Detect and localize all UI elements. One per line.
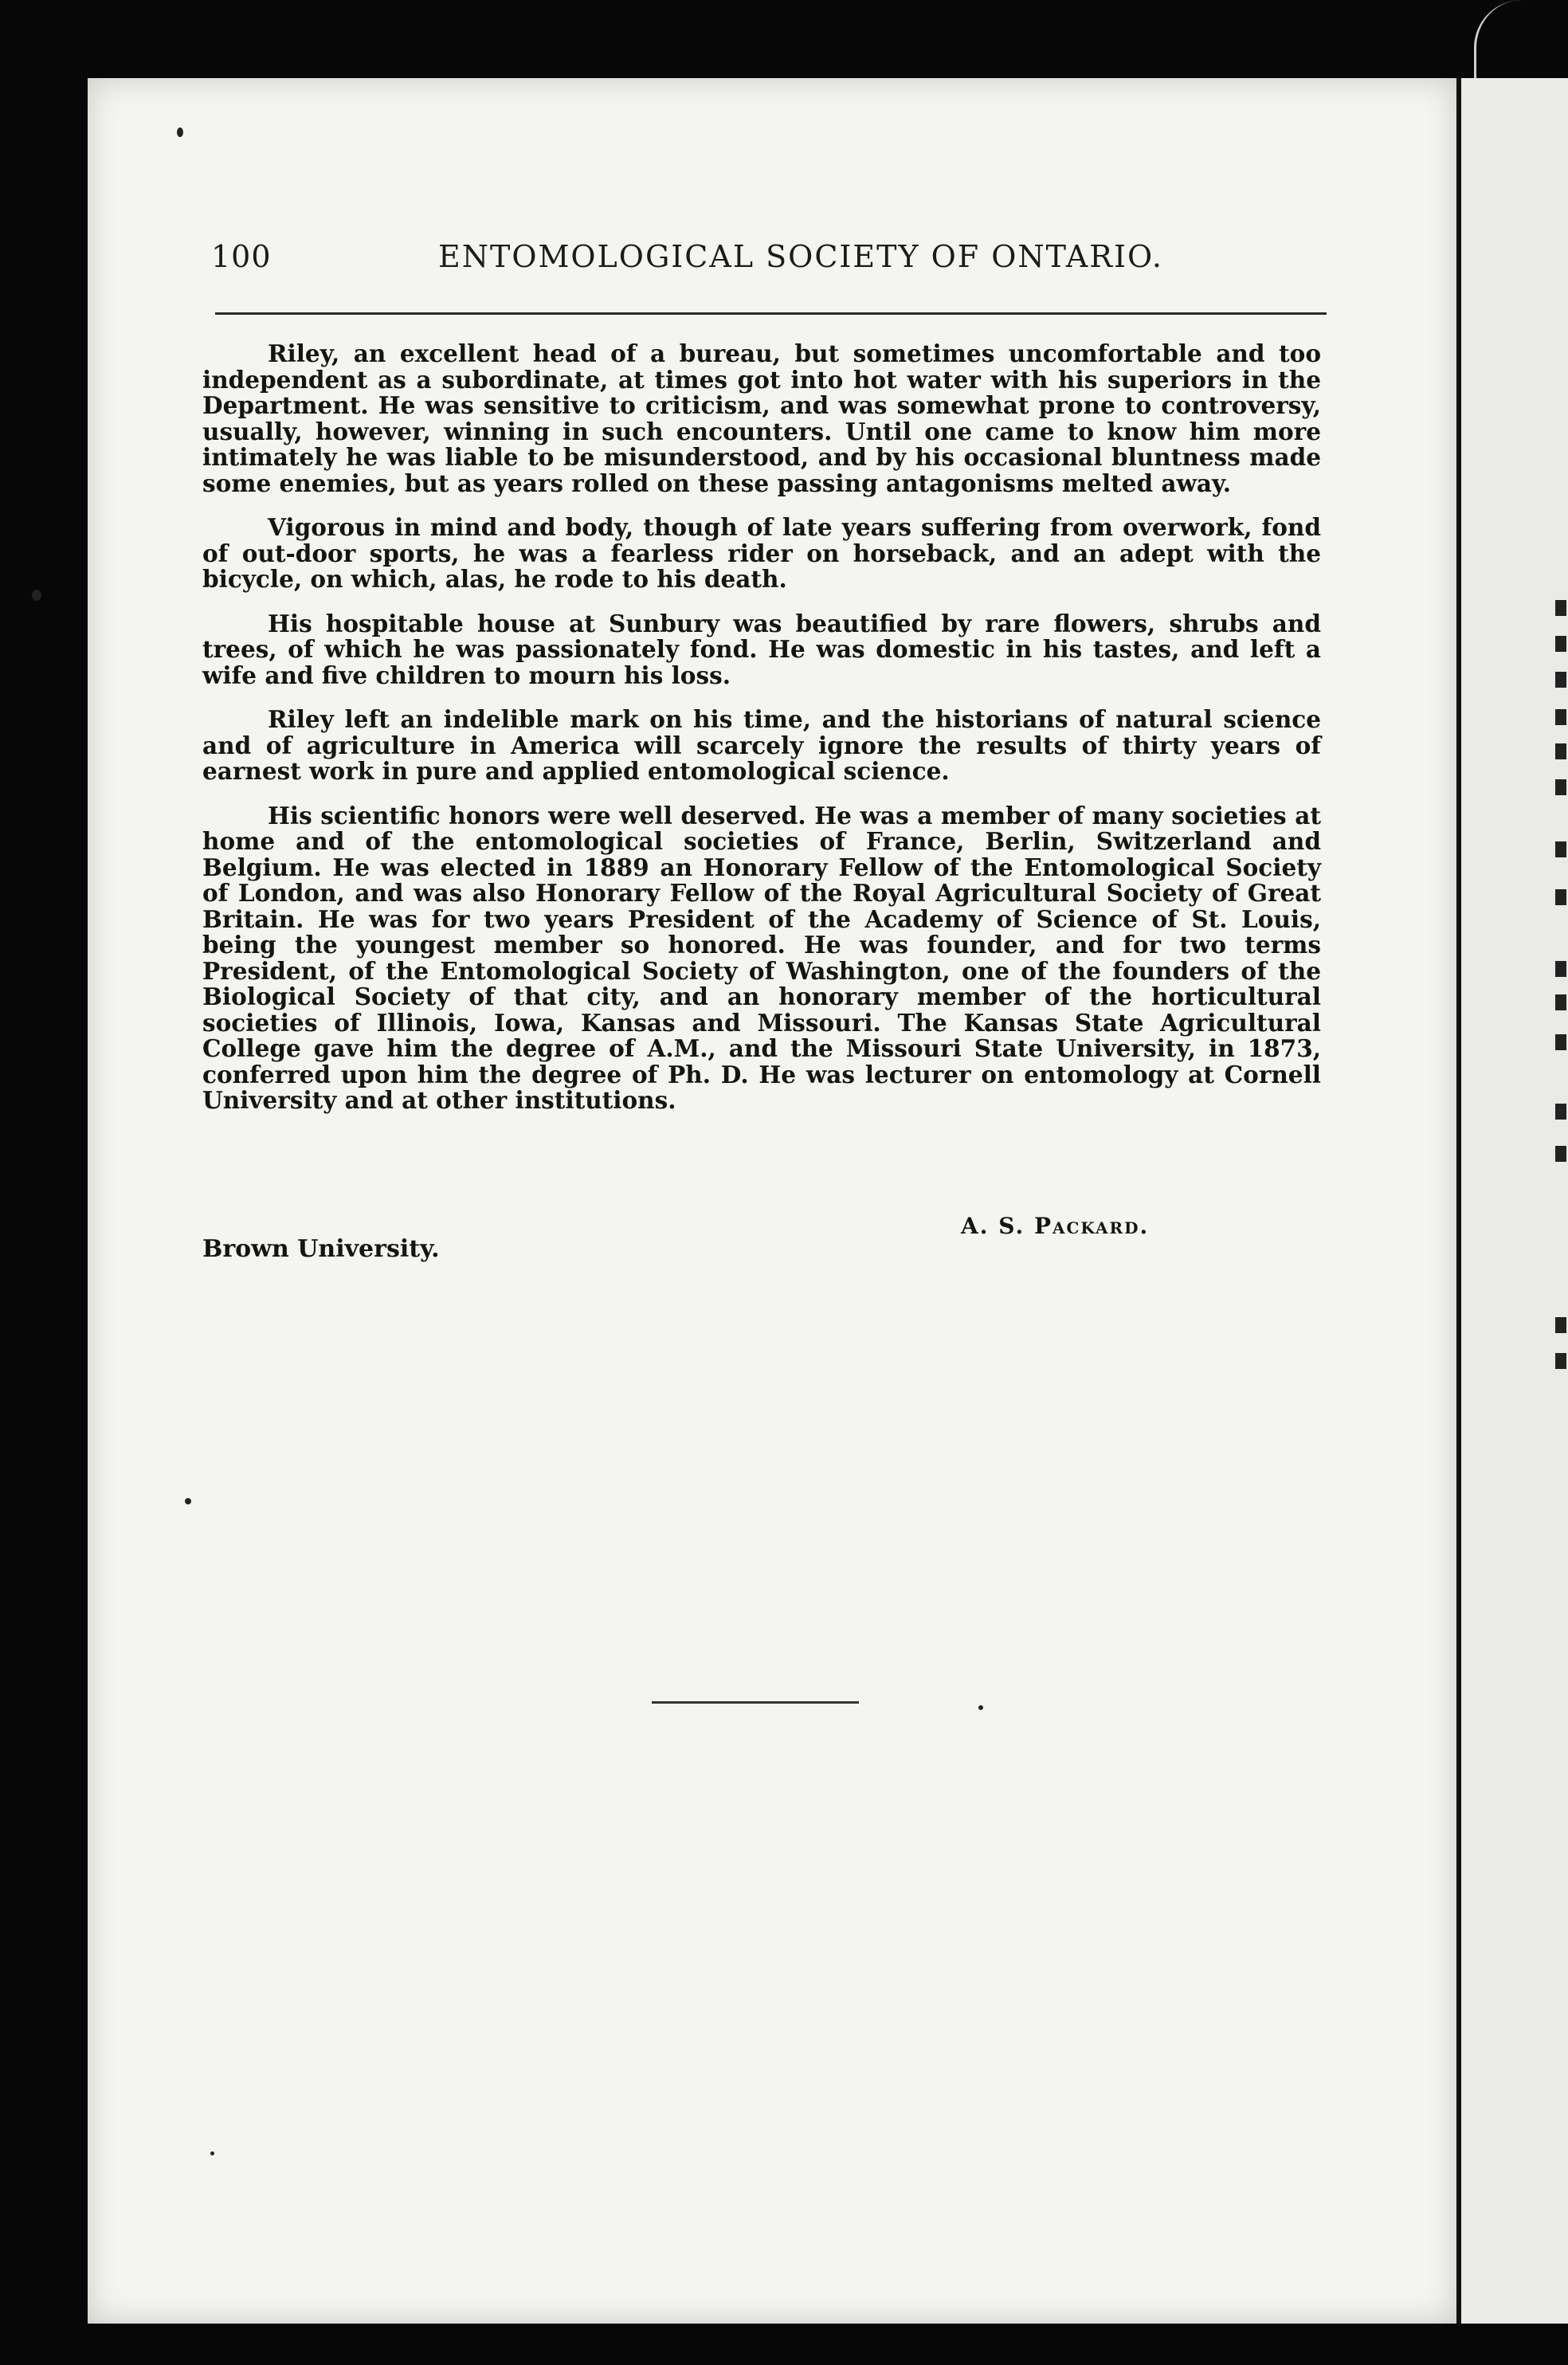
scan-speck (185, 1498, 191, 1504)
paragraph: His hospitable house at Sunbury was beautified by rare flowers, shrubs and trees, of which he was passionately fond. He was domestic in his tastes, and left a wife and five children to mourn his loss. (202, 609, 1321, 689)
adjacent-page-glyph (1555, 1317, 1566, 1333)
adjacent-page-glyph (1555, 743, 1566, 759)
adjacent-page-glyph (1555, 636, 1566, 652)
adjacent-page-glyph (1555, 1034, 1566, 1050)
article-body (202, 341, 1321, 1132)
running-title: ENTOMOLOGICAL SOCIETY OF ONTARIO. (438, 239, 1163, 274)
header-rule (215, 312, 1327, 315)
paragraph: Riley, an excellent head of a bureau, but sometimes uncomfortable and too independent as a subordinate, at times got into hot water with his superiors in the Department. He was sensitive to criticism, and was somewhat prone to controversy, usually, however, winning in such encounters. Until one came to know him more intimately he was liable to be misunderstood, and by his occasional bluntness made some enemies, but as years rolled on these passing antagonisms melted away. (202, 339, 1321, 497)
scan-speck (978, 1705, 983, 1710)
page-corner-curl (1474, 0, 1568, 88)
adjacent-page-glyph (1555, 1146, 1566, 1162)
scan-speck (177, 127, 183, 137)
adjacent-page-glyph (1555, 709, 1566, 725)
adjacent-page-glyph (1555, 1104, 1566, 1120)
paragraph: Riley left an indelible mark on his time, and the historians of natural science and of agriculture in America will scarcely ignore the results of thirty years of earnest work in pure and applied entomological science. (202, 705, 1321, 785)
adjacent-page-glyph (1555, 672, 1566, 688)
adjacent-page-glyph (1555, 961, 1566, 977)
author-signature: A. S. Packard. (961, 1213, 1150, 1239)
adjacent-page-edge (1456, 78, 1568, 2324)
adjacent-page-glyph (1555, 779, 1566, 795)
adjacent-page-glyph (1555, 994, 1566, 1010)
page-number: 100 (211, 239, 272, 274)
adjacent-page-glyph (1555, 889, 1566, 905)
paragraph: Vigorous in mind and body, though of late years suffering from overwork, fond of out-door sports, he was a fearless rider on horseback, and an adept with the bicycle, on which, alas, he rode to his death. (202, 513, 1321, 593)
paragraph: His scientific honors were well deserved. He was a member of many societies at home and of the entomological societies of France, Berlin, Switzerland and Belgium. He was elected in 1889 an Honorary Fellow of the Entomological Society of London, and was also Honorary Fellow of the Royal Agricultural Society of Great Britain. He was for two years President of the Academy of Science of St. Louis, being the youngest member so honored. He was founder, and for two terms President, of the Entomological Society of Washington, one of the founders of the Biological Society of that city, and an honorary member of the horticultural societies of Illinois, Iowa, Kansas and Missouri. The Kansas State Agricultural College gave him the degree of A.M., and the Missouri State University, in 1873, conferred upon him the degree of Ph. D. He was lecturer on entomology at Cornell University and at other institutions. (202, 801, 1321, 1114)
running-header (211, 239, 1343, 287)
author-affiliation: Brown University. (202, 1235, 440, 1263)
adjacent-page-glyph (1555, 600, 1566, 616)
adjacent-page-glyph (1555, 1353, 1566, 1369)
scan-speck (32, 590, 41, 601)
scan-speck (210, 2151, 214, 2155)
adjacent-page-glyph (1555, 841, 1566, 857)
end-rule (652, 1701, 859, 1704)
